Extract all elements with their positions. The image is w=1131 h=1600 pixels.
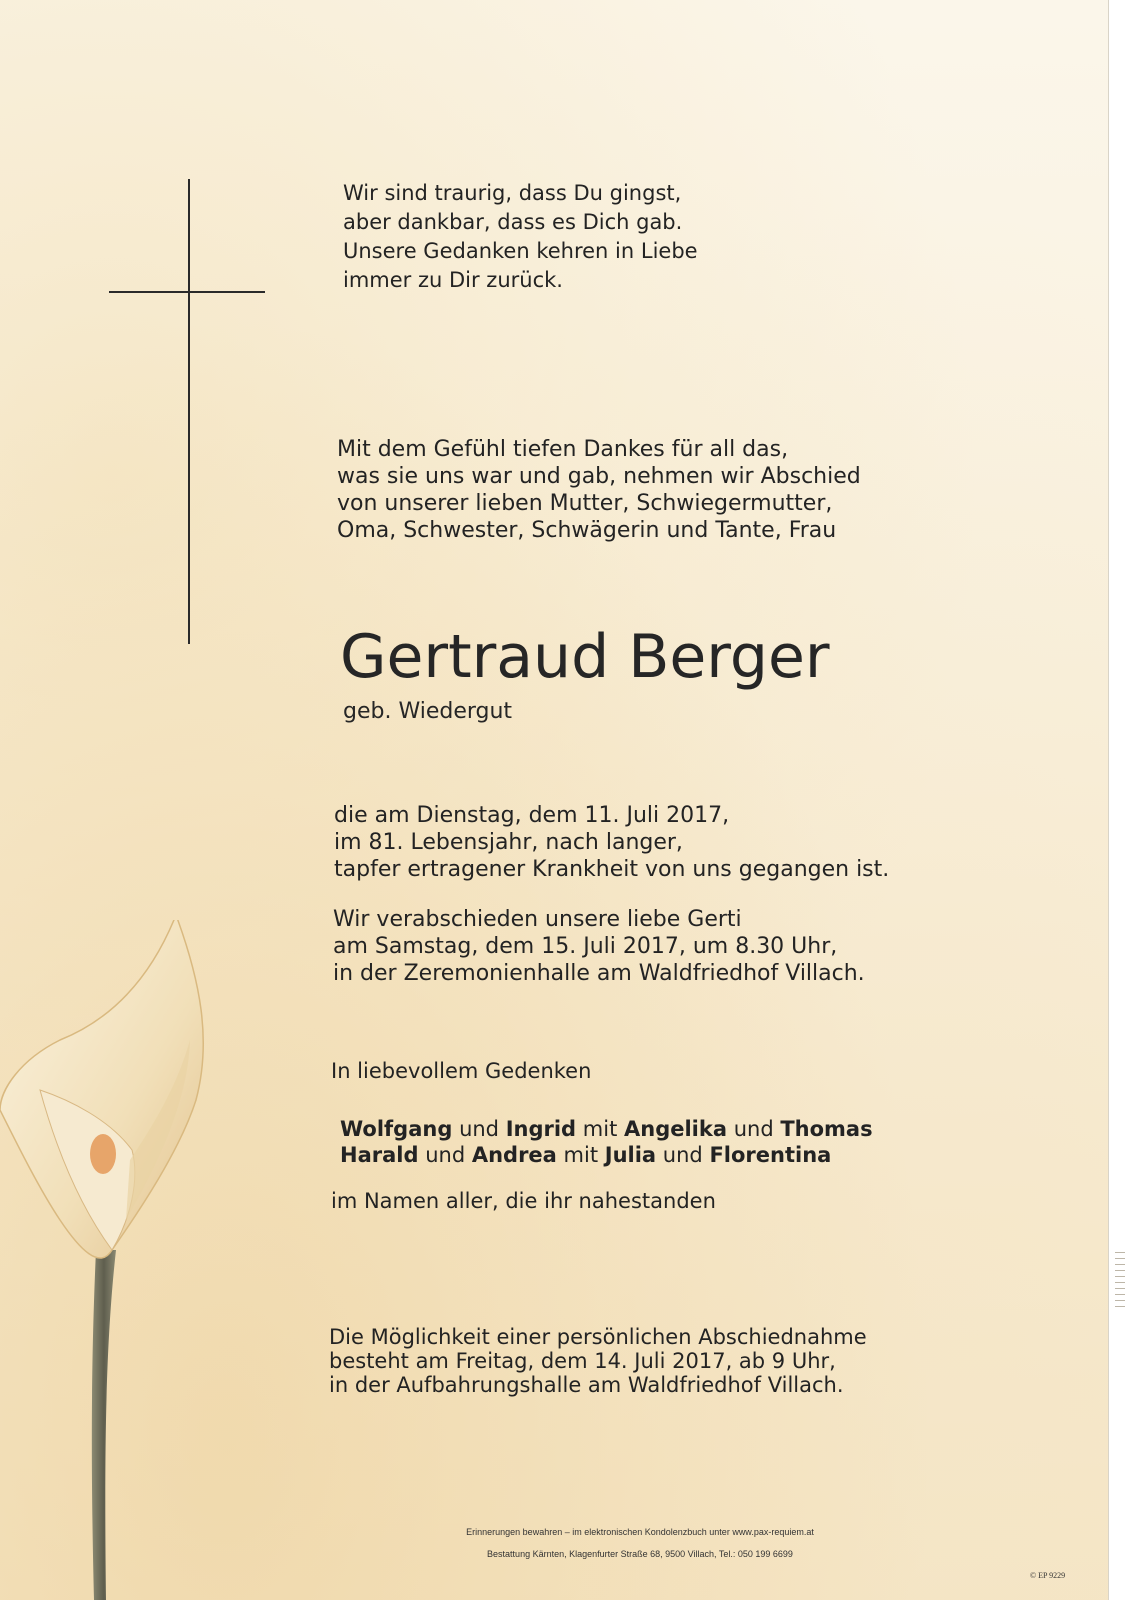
copyright-mark: © EP 9229 xyxy=(1030,1571,1066,1580)
remembrance-heading: In liebevollem Gedenken xyxy=(331,1059,592,1083)
remembrance-closing: im Namen aller, die ihr nahestanden xyxy=(331,1189,716,1213)
death-notice-line: die am Dienstag, dem 11. Juli 2017, xyxy=(334,803,730,828)
farewell-block xyxy=(333,906,865,987)
death-notice-line: tapfer ertragener Krankheit von uns gegangen ist. xyxy=(334,857,890,882)
footer-condolence-line: Erinnerungen bewahren – im elektronischen Kondolenzbuch unter www.pax-requiem.at xyxy=(466,1527,814,1537)
mourners-line-1 xyxy=(340,1116,873,1142)
mourner-name: Angelika xyxy=(624,1117,728,1141)
intro-block xyxy=(337,436,861,544)
mourner-name: Thomas xyxy=(780,1117,873,1141)
death-notice-line: im 81. Lebensjahr, nach langer, xyxy=(334,830,683,855)
mourner-name: Julia xyxy=(604,1143,657,1167)
intro-line: was sie uns war und gab, nehmen wir Abschied xyxy=(337,464,861,489)
verse-line: Wir sind traurig, dass Du gingst, xyxy=(343,181,682,205)
mourners-line-2 xyxy=(340,1142,873,1168)
mourner-name: Ingrid xyxy=(505,1117,577,1141)
viewing-line: in der Aufbahrungshalle am Waldfriedhof Villach. xyxy=(329,1373,844,1397)
mourner-conjunction: und xyxy=(733,1117,774,1141)
mourner-conjunction: und xyxy=(425,1143,466,1167)
death-notice-block xyxy=(334,802,889,883)
footer-address-line: Bestattung Kärnten, Klagenfurter Straße 68, 9500 Villach, Tel.: 050 199 6699 xyxy=(487,1549,793,1559)
cross-vertical-bar xyxy=(188,179,190,644)
viewing-line: besteht am Freitag, dem 14. Juli 2017, ab 9 Uhr, xyxy=(329,1349,836,1373)
cross-horizontal-bar xyxy=(109,291,265,293)
verse-line: immer zu Dir zurück. xyxy=(343,268,563,292)
intro-line: Mit dem Gefühl tiefen Dankes für all das, xyxy=(337,437,789,462)
birth-name: geb. Wiedergut xyxy=(343,699,513,724)
farewell-line: in der Zeremonienhalle am Waldfriedhof Villach. xyxy=(333,961,865,986)
mourner-conjunction: und xyxy=(662,1143,703,1167)
viewing-line: Die Möglichkeit einer persönlichen Abschiednahme xyxy=(329,1325,867,1349)
farewell-line: am Samstag, dem 15. Juli 2017, um 8.30 Uhr, xyxy=(333,934,838,959)
mourner-name: Florentina xyxy=(709,1143,832,1167)
mourner-conjunction: und xyxy=(459,1117,500,1141)
mourner-name: Andrea xyxy=(471,1143,557,1167)
mourner-conjunction: mit xyxy=(563,1143,599,1167)
lily-spadix xyxy=(90,1134,116,1174)
mourner-name: Harald xyxy=(340,1143,419,1167)
mourner-name: Wolfgang xyxy=(340,1117,453,1141)
verse-line: aber dankbar, dass es Dich gab. xyxy=(343,210,683,234)
viewing-block xyxy=(329,1325,867,1397)
farewell-line: Wir verabschieden unsere liebe Gerti xyxy=(333,907,742,932)
cross-icon xyxy=(109,179,265,644)
calla-lily-illustration xyxy=(0,920,240,1600)
mourner-conjunction: mit xyxy=(582,1117,618,1141)
verse-line: Unsere Gedanken kehren in Liebe xyxy=(343,239,698,263)
scan-edge-marks xyxy=(1115,1252,1125,1312)
page-edge-strip xyxy=(1108,0,1131,1600)
intro-line: von unserer lieben Mutter, Schwiegermutter, xyxy=(337,491,833,516)
mourners-block xyxy=(340,1116,873,1168)
lily-stem xyxy=(92,1250,116,1600)
verse-block xyxy=(343,179,698,295)
intro-line: Oma, Schwester, Schwägerin und Tante, Frau xyxy=(337,518,837,543)
deceased-name: Gertraud Berger xyxy=(340,622,830,692)
